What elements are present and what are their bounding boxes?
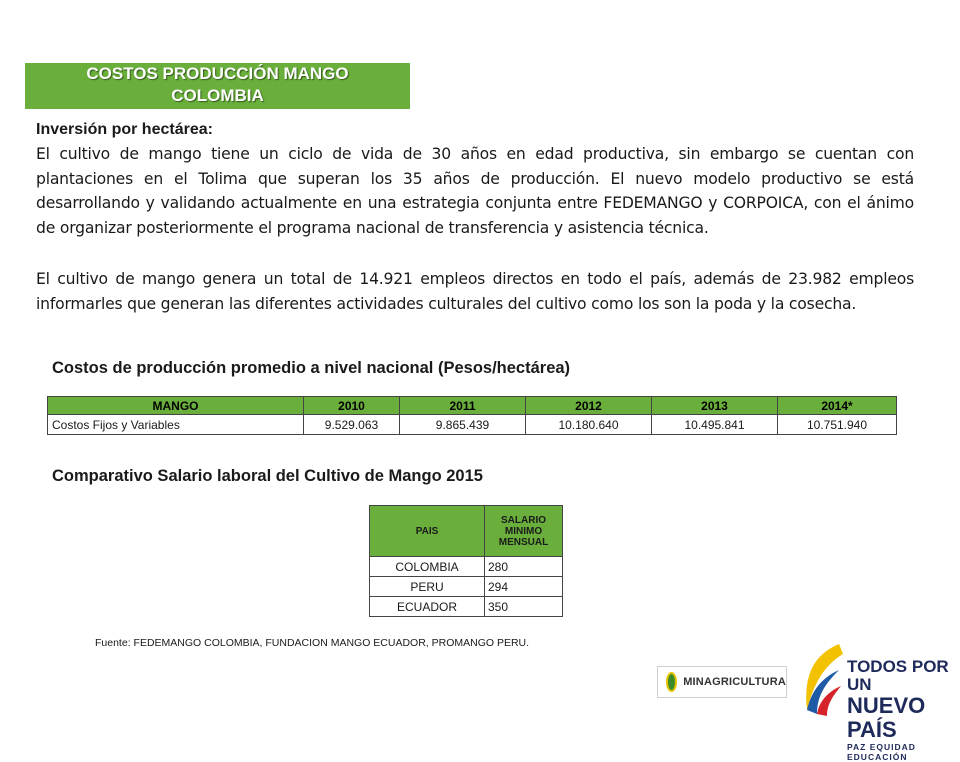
minagricultura-logo (657, 666, 787, 698)
slide-title (25, 63, 410, 109)
table-row (48, 415, 897, 435)
costs-col-2012: 2012 (526, 397, 652, 415)
costs-col-2011: 2011 (400, 397, 526, 415)
coat-of-arms-icon (666, 672, 677, 692)
salary-heading: Comparativo Salario laboral del Cultivo de Mango 2015 (52, 467, 483, 485)
costs-table (47, 396, 897, 435)
investment-heading: Inversión por hectárea: (36, 121, 213, 138)
costs-value-2010: 9.529.063 (304, 415, 400, 435)
slogan-line-3: PAZ EQUIDAD EDUCACIÓN (847, 742, 916, 762)
table-row (370, 597, 563, 617)
salary-country: COLOMBIA (370, 557, 485, 577)
colombia-flag-swoosh-icon (795, 640, 845, 718)
footer-logos (655, 640, 960, 762)
costs-value-2011: 9.865.439 (400, 415, 526, 435)
investment-paragraph-1: El cultivo de mango tiene un ciclo de vida de 30 años en edad productiva, sin embargo se cuentan con plantaciones en el Tolima que superan los 35 años de producción. El nuevo modelo productivo se está desarrollando y validando actualmente en una estrategia conjunta entre FEDEMANGO y CORPOICA, con el ánimo de organizar posteriormente el programa nacional de transferencia y asistencia técnica. (36, 145, 914, 237)
salary-header-row (370, 506, 563, 557)
salary-col-country: PAIS (370, 506, 485, 557)
slogan-logo (847, 658, 960, 762)
salary-value: 280 (485, 557, 563, 577)
table-row (370, 577, 563, 597)
costs-row-label: Costos Fijos y Variables (48, 415, 304, 435)
investment-paragraph-2: El cultivo de mango genera un total de 14.921 empleos directos en todo el país, además de 23.982 empleos informarles que generan las diferentes actividades culturales del cultivo como los son la poda y la cosecha. (36, 270, 914, 313)
salary-country: PERU (370, 577, 485, 597)
costs-col-2013: 2013 (652, 397, 778, 415)
slogan-line-2: NUEVO PAÍS (847, 693, 926, 742)
costs-value-2013: 10.495.841 (652, 415, 778, 435)
source-note: Fuente: FEDEMANGO COLOMBIA, FUNDACION MANGO ECUADOR, PROMANGO PERU. (95, 637, 530, 649)
costs-header-row (48, 397, 897, 415)
salary-country: ECUADOR (370, 597, 485, 617)
slide-title-line2: COLOMBIA (171, 86, 264, 105)
slogan-line-1: TODOS POR UN (847, 657, 949, 694)
salary-value: 350 (485, 597, 563, 617)
costs-heading: Costos de producción promedio a nivel nacional (Pesos/hectárea) (52, 359, 571, 377)
costs-col-2010: 2010 (304, 397, 400, 415)
salary-table (369, 505, 563, 617)
slide-title-line1: COSTOS PRODUCCIÓN MANGO (86, 64, 349, 83)
costs-col-2014: 2014* (778, 397, 897, 415)
costs-value-2014: 10.751.940 (778, 415, 897, 435)
costs-col-mango: MANGO (48, 397, 304, 415)
table-row (370, 557, 563, 577)
ministry-name: MINAGRICULTURA (683, 676, 786, 688)
costs-value-2012: 10.180.640 (526, 415, 652, 435)
salary-col-wage: SALARIO MINIMO MENSUAL (485, 506, 563, 557)
salary-value: 294 (485, 577, 563, 597)
